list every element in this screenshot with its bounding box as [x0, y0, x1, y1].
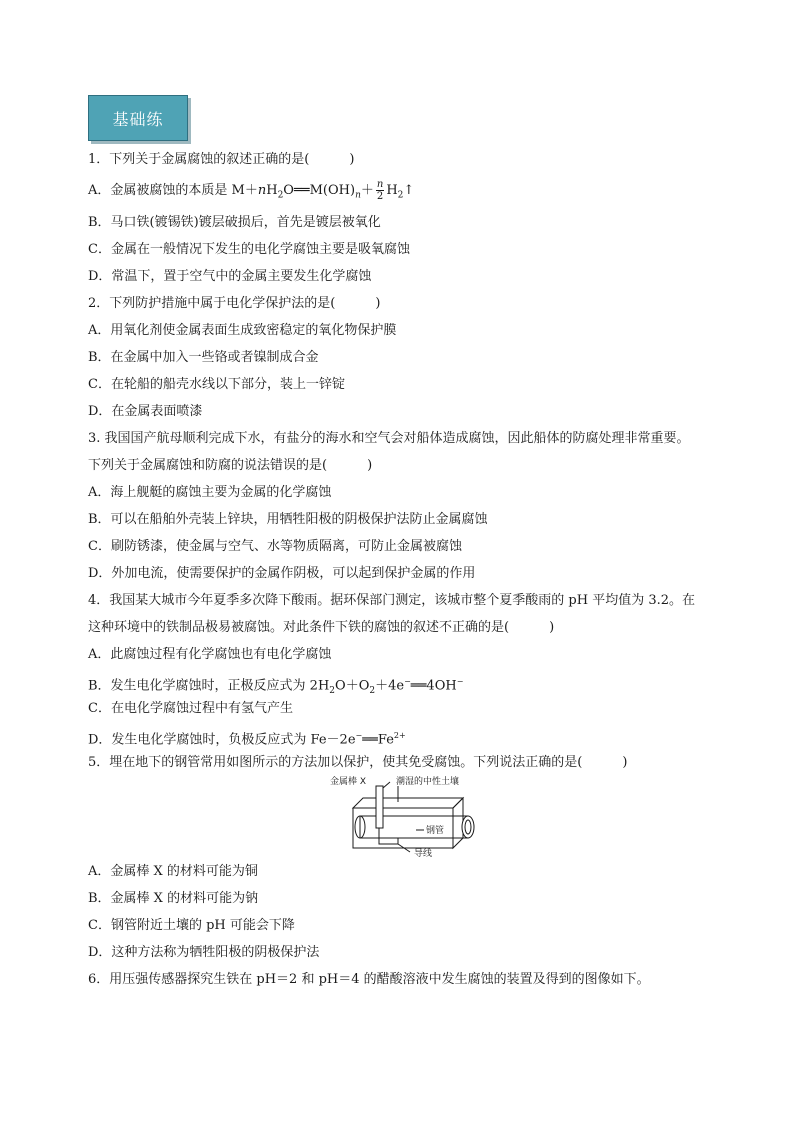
label-pipe: 钢管	[426, 826, 445, 836]
question-2-option-d: D．在金属表面喷漆	[88, 404, 203, 419]
question-list	[88, 146, 738, 993]
question-4-option-c: C．在电化学腐蚀过程中有氢气产生	[88, 701, 293, 716]
question-4-option-b: B．发生电化学腐蚀时，正极反应式为 $2H_2O+O_2+4e^-══4OH^-$	[88, 677, 464, 696]
question-5-option-d: D．这种方法称为牺牲阳极的阴极保护法	[88, 945, 320, 960]
metal-rod-x	[376, 786, 383, 828]
question-4-stem-cont: 这种环境中的铁制品极易被腐蚀。对此条件下铁的腐蚀的叙述不正确的是( )	[88, 620, 555, 635]
question-4-stem: 4．我国某大城市今年夏季多次降下酸雨。据环保部门测定，该城市整个夏季酸雨的 pH 平均值为 3.2。在	[88, 593, 696, 608]
pipe-protection-figure	[88, 776, 738, 858]
soil-box-top	[353, 798, 463, 808]
question-3-option-b: B．可以在船舶外壳装上锌块，用牺牲阳极的阴极保护法防止金属腐蚀	[88, 512, 488, 527]
question-3-stem: 3. 我国国产航母顺利完成下水，有盐分的海水和空气会对船体造成腐蚀，因此船体的防腐处理非常重要。	[88, 431, 690, 446]
question-5-option-b: B．金属棒 X 的材料可能为钠	[88, 891, 259, 906]
pipe-end-outer	[462, 816, 474, 838]
question-3-option-a: A．海上舰艇的腐蚀主要为金属的化学腐蚀	[88, 485, 332, 500]
fraction-n-over-2: $\frac{n}{2}$	[376, 179, 384, 202]
question-2-option-a: A．用氧化剂使金属表面生成致密稳定的氧化物保护膜	[88, 323, 397, 338]
question-3-option-d: D．外加电流，使需要保护的金属作阴极，可以起到保护金属的作用	[88, 566, 476, 581]
soil-box-side	[453, 798, 463, 848]
label-metal-rod: 金属棒 X	[330, 777, 367, 787]
question-1-option-d: D．常温下，置于空气中的金属主要发生化学腐蚀	[88, 269, 372, 284]
question-2-option-c: C．在轮船的船壳水线以下部分，装上一锌锭	[88, 377, 345, 392]
pipe-diagram	[330, 776, 498, 859]
question-4-option-d: D．发生电化学腐蚀时，负极反应式为 $Fe-2e^-══Fe^{2+}$	[88, 731, 406, 748]
question-3-option-c: C．刷防锈漆，使金属与空气、水等物质隔离，可防止金属被腐蚀	[88, 539, 462, 554]
question-5-option-a: A．金属棒 X 的材料可能为铜	[88, 864, 258, 879]
section-header	[88, 95, 188, 141]
question-5-option-c: C．钢管附近土壤的 pH 可能会下降	[88, 918, 295, 933]
wire	[379, 828, 398, 844]
question-3-stem-cont: 下列关于金属腐蚀和防腐的说法错误的是( )	[88, 458, 373, 473]
question-2-option-b: B．在金属中加入一些铬或者镍制成合金	[88, 350, 319, 365]
question-6-stem: 6．用压强传感器探究生铁在 pH＝2 和 pH＝4 的醋酸溶液中发生腐蚀的装置及得到的图像如下。	[88, 972, 650, 987]
question-1-option-a: A．金属被腐蚀的本质是 $M+nH_2O══M(OH)_n+$ $\frac{n}{2}$ $H_2↑$	[88, 179, 415, 202]
question-2-stem: 2．下列防护措施中属于电化学保护法的是( )	[88, 296, 381, 311]
question-5-stem: 5．埋在地下的钢管常用如图所示的方法加以保护，使其免受腐蚀。下列说法正确的是( )	[88, 755, 628, 770]
section-title: 基础练	[112, 109, 164, 129]
question-1-option-c: C．金属在一般情况下发生的电化学腐蚀主要是吸氧腐蚀	[88, 242, 410, 257]
rod-leader	[383, 782, 390, 788]
label-soil: 潮湿的中性土壤	[396, 777, 460, 787]
question-1-stem: 1．下列关于金属腐蚀的叙述正确的是( )	[88, 152, 355, 167]
question-1-option-b: B．马口铁(镀锡铁)镀层破损后，首先是镀层被氧化	[88, 215, 381, 230]
question-4-option-a: A．此腐蚀过程有化学腐蚀也有电化学腐蚀	[88, 647, 332, 662]
label-wire: 导线	[414, 849, 433, 859]
